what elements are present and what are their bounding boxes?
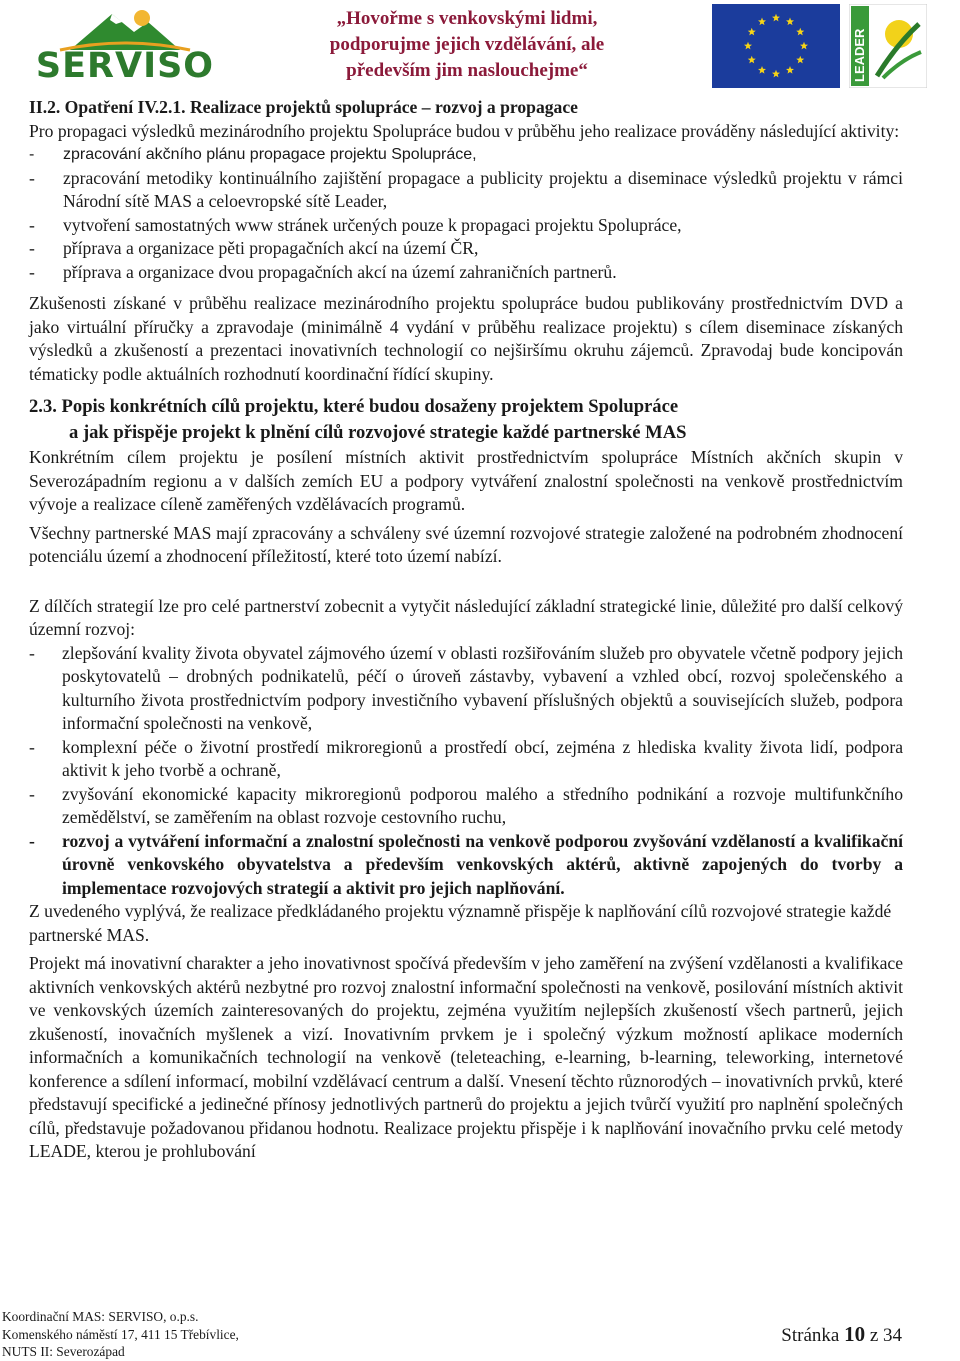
serviso-logo — [30, 6, 220, 84]
list-item: - příprava a organizace pěti propagačních akcí na území ČR, — [29, 237, 903, 261]
section-heading: II.2. Opatření IV.2.1. Realizace projektů spolupráce – rozvoj a propagace — [29, 97, 578, 117]
list-item: - zpracování metodiky kontinuálního zajištění propagace a publicity projektu a diseminace výsledků projektu v rámci Národní sítě MAS a celoevropské sítě Leader, — [29, 167, 903, 214]
strategy-list — [29, 642, 903, 901]
section-title — [29, 394, 903, 446]
leader-logo-text: LEADER — [852, 28, 867, 82]
activity-list — [29, 143, 903, 284]
logo-text: SERVISO — [35, 46, 215, 86]
paragraph: Z dílčích strategií lze pro celé partnerství zobecnit a vytyčit následující základní strategické linie, důležité pro další celkový územní rozvoj: — [29, 595, 903, 639]
eu-flag-icon — [712, 4, 840, 88]
paragraph: Z uvedeného vyplývá, že realizace předkládaného projektu významně přispěje k naplňování cílů rozvojové strategie každé partnerské MAS. — [29, 901, 892, 945]
paragraph: Všechny partnerské MAS mají zpracovány a schváleny své územní rozvojové strategie založené na podrobném zhodnocení potenciálu území a zhodnocení příležitostí, které toto území nabízí. — [29, 522, 903, 566]
motto-line: „Hovořme s venkovskými lidmi, — [336, 8, 598, 29]
page-prefix: Stránka — [781, 1325, 840, 1346]
page-number — [781, 1322, 902, 1347]
footer-address — [2, 1308, 239, 1361]
footer-line: Koordinační MAS: SERVISO, o.p.s. — [2, 1309, 199, 1324]
list-item: - rozvoj a vytváření informační a znalostní společnosti na venkově podporou zvyšování vzdělaností a kvalifikační úrovně venkovského obyvatelstva a především venkovských aktérů, aktivně zapojených do tvorby a implementace rozvojových strategií a aktivit pro jejich naplňování. — [29, 830, 903, 901]
list-item: - vytvoření samostatných www stránek určených pouze k propagaci projektu Spolupráce, — [29, 214, 903, 238]
section-intro: Pro propagaci výsledků mezinárodního projektu Spolupráce budou v průběhu jeho realizace prováděny následující aktivity: — [29, 120, 900, 141]
list-item: - příprava a organizace dvou propagačních akcí na území zahraničních partnerů. — [29, 261, 903, 285]
motto-line: především jim naslouchejme“ — [346, 60, 588, 81]
list-item: - komplexní péče o životní prostředí mikroregionů a prostředí obcí, zejména z hlediska kvality života lidí, podpora aktivit k jeho tvorbě a ochraně, — [29, 736, 903, 783]
paragraph: Projekt má inovativní charakter a jeho inovativnost spočívá především v jeho zaměření na zvýšení vzdělanosti a kvalifikace aktivních venkovských aktérů nezbytné pro rozvoj znalostní informační společnosti na venkově, posilování místních aktivit ve venkovských územích zainteresovaných do projektu, zejména využitím nejlepších zkušeností všech partnerů, jejich zkušeností, inovačních myšlenek a vizí. Inovativním prvkem je i společný výzkum možností aplikace moderních informačních a komunikačních technologií na venkově (teleteaching, e-learning, b-learning, teleworking, internetové konference a sdílení informací, mobilní vzdělávací centrum a další. Vnesení těchto různorodých – inovativních prvků, které představují specifické a jedinečné přínosy jednotlivých partnerů do projektu a jejich tvůrčí využití pro naplnění společných cílů, představuje požadovanou přidanou hodnotu. Realizace projektu přispěje i k naplňování inovačního prvku celé metody LEADE, kterou je prohlubování — [29, 953, 903, 1161]
main-content — [29, 96, 903, 1164]
footer-line: NUTS II: Severozápad — [2, 1344, 125, 1359]
list-item: - zlepšování kvality života obyvatel zájmového území v oblasti rozšiřováním služeb pro obyvatele včetně podpory jejich poskytovatelů – drobných podnikatelů, péčí o úroveň zástavby, vybavení a vzhled obcí, rozvoj společenského a kulturního života prostřednictvím podpory investičního vybavení příslušných objektů a souvisejících služeb, podpora informační společnosti na venkově, — [29, 642, 903, 736]
leader-logo — [849, 4, 927, 88]
list-item: - zpracování akčního plánu propagace projektu Spolupráce, — [29, 143, 903, 167]
paragraph: Zkušenosti získané v průběhu realizace mezinárodního projektu spolupráce budou publikovány prostřednictvím DVD a jako virtuální příručky a zpravodaje (minimálně 4 vydání v průběhu realizace projektu) s cílem diseminace získaných výsledků a zkušeností a prezentaci inovativních technologií co nejširšímu okruhu zájemců. Zpravodaj bude koncipován tématicky podle aktuálních rozhodnutí koordinační řídící skupiny. — [29, 293, 903, 384]
list-item: - zvyšování ekonomické kapacity mikroregionů podporou malého a středního podnikání a rozvoje multifunkčního zemědělství, se zaměřením na oblast rozvoje cestovního ruchu, — [29, 783, 903, 830]
footer-line: Komenského náměstí 17, 411 15 Třebívlice, — [2, 1326, 239, 1342]
section-title-line2: a jak přispěje projekt k plnění cílů rozvojové strategie každé partnerské MAS — [69, 422, 687, 443]
page-mid: z — [869, 1325, 879, 1346]
section-title-line1: 2.3. Popis konkrétních cílů projektu, které budou dosaženy projektem Spolupráce — [29, 396, 679, 417]
page-current: 10 — [844, 1322, 866, 1346]
header-motto — [262, 6, 672, 84]
page-total: 34 — [883, 1325, 902, 1346]
motto-line: podporujme jejich vzdělávání, ale — [329, 34, 605, 55]
paragraph: Konkrétním cílem projektu je posílení místních aktivit prostřednictvím spolupráce Místních akčních skupin v Severozápadním regionu a v dalších zemích EU a podpory vytváření znalostní společnosti na venkově prostřednictvím vývoje a realizace cíleně zaměřených vzdělávacích programů. — [29, 447, 903, 514]
